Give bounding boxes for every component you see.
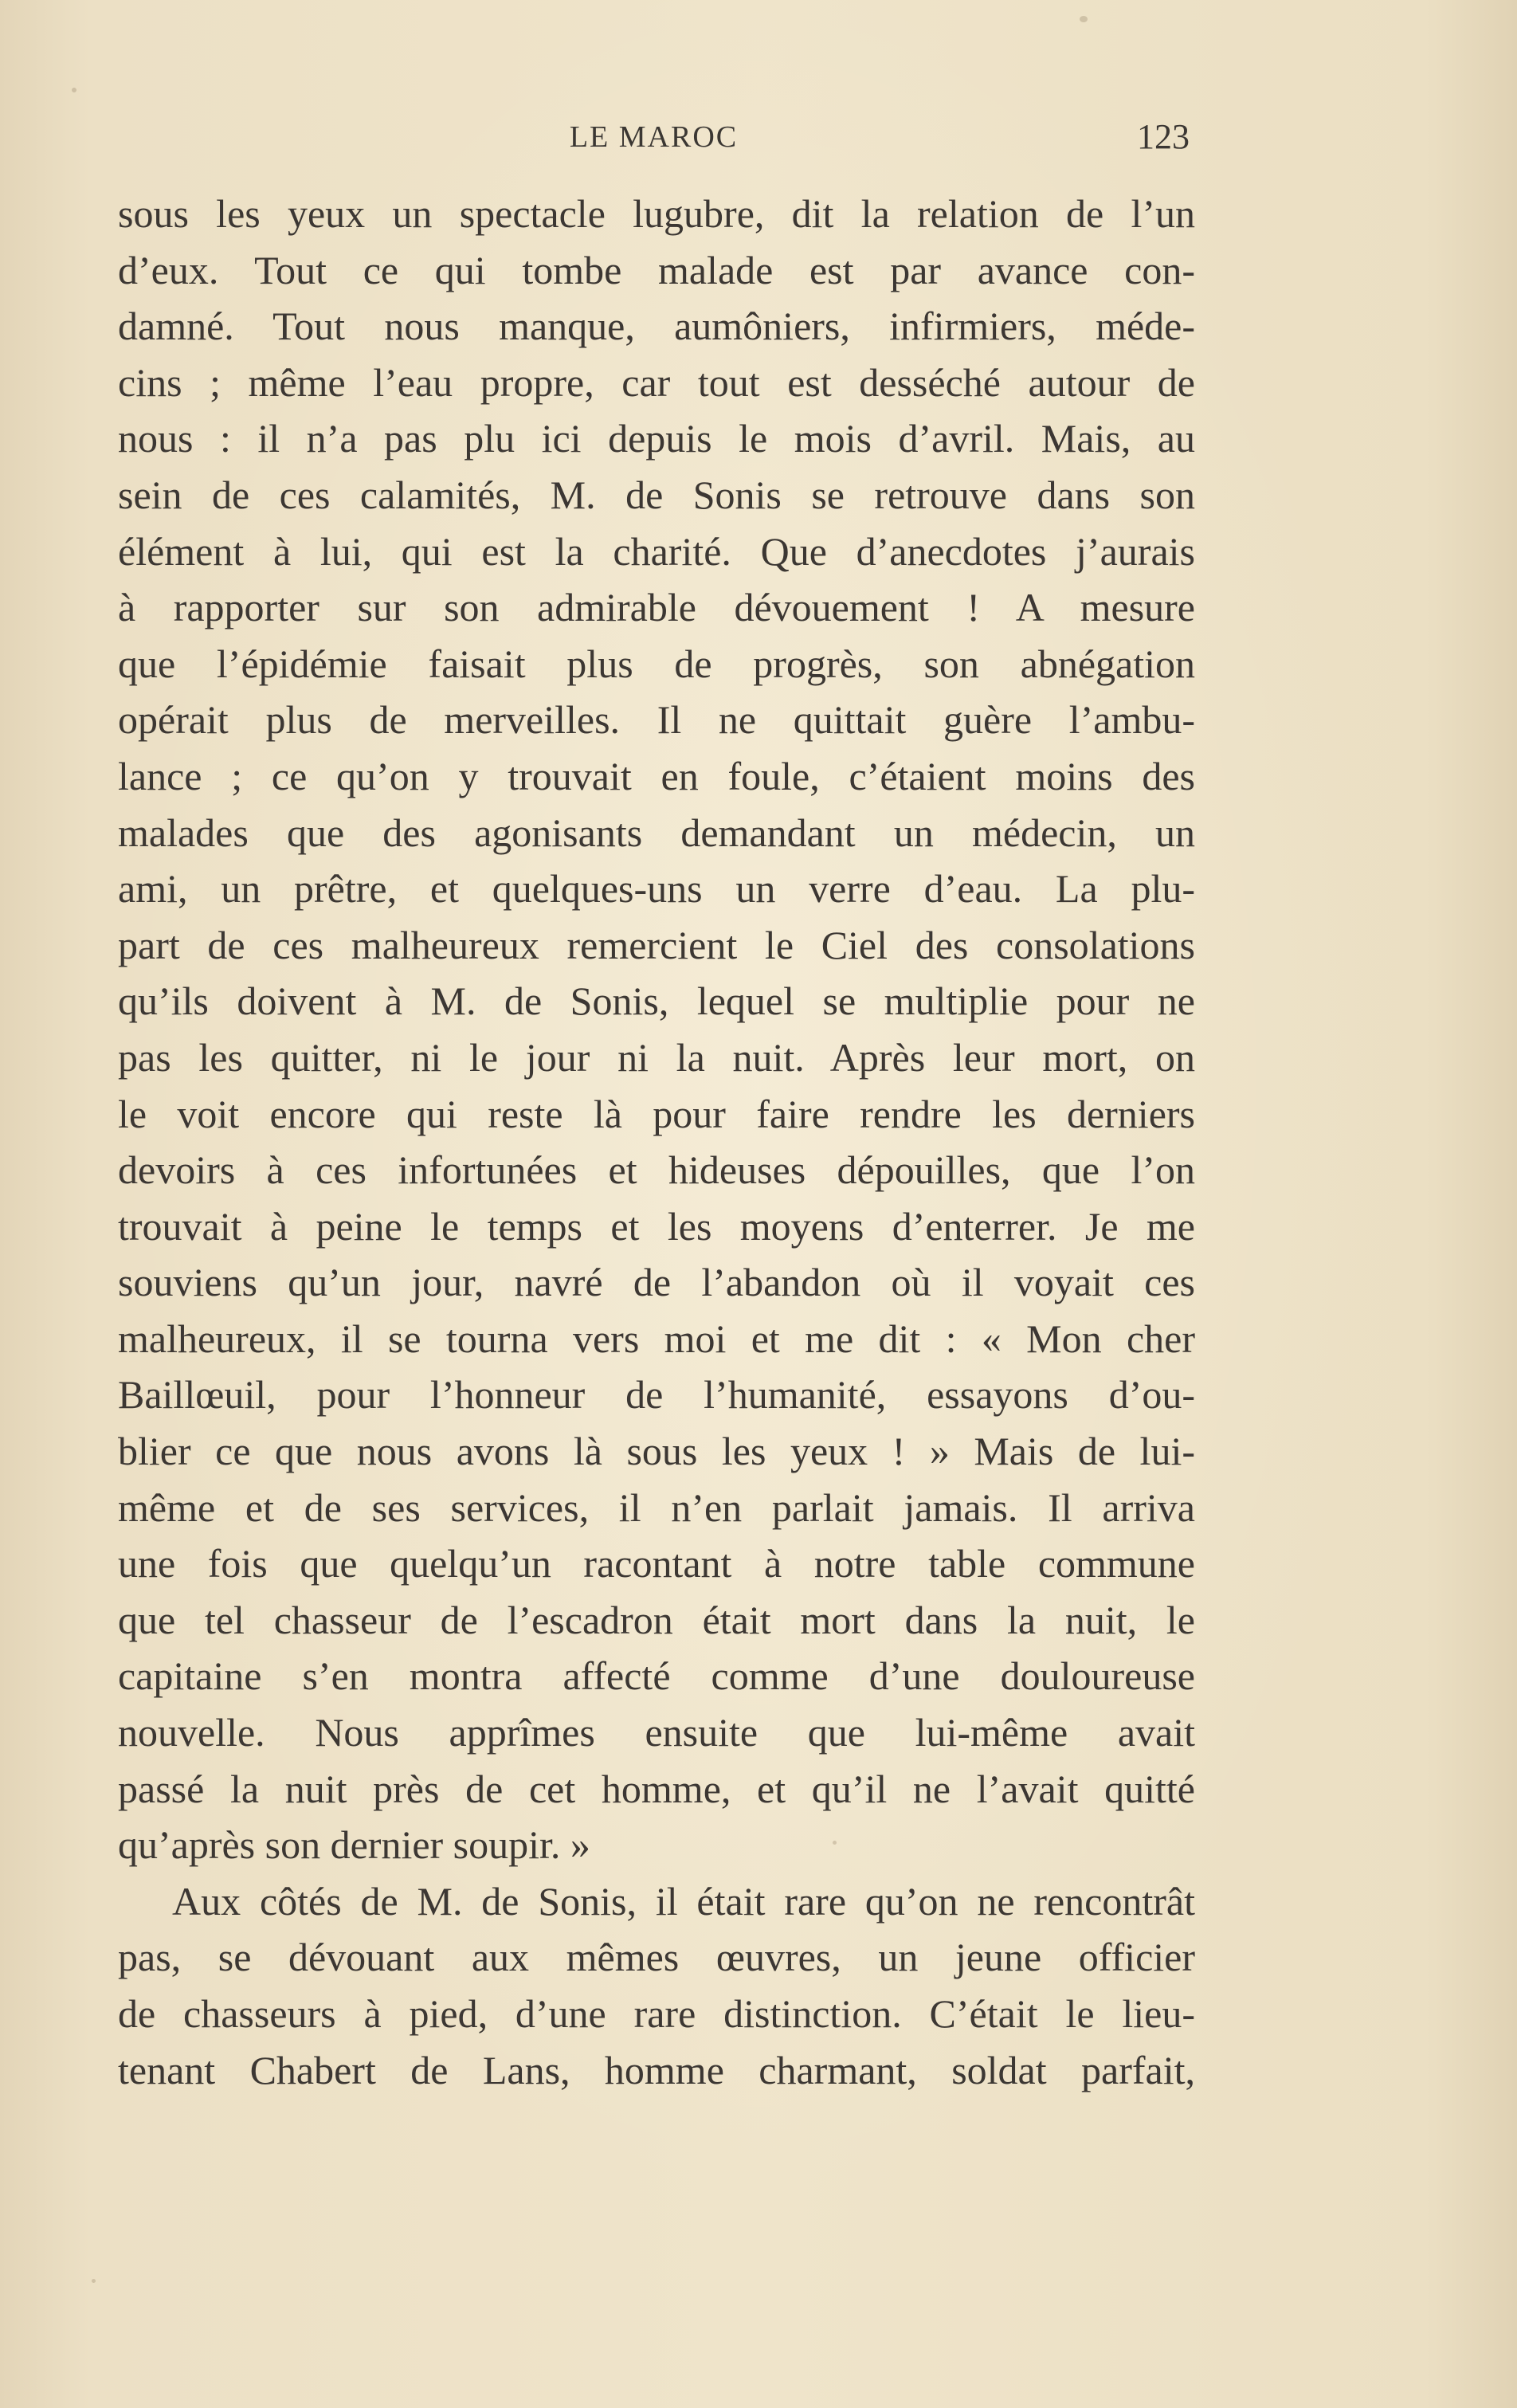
- paper-speck: [92, 2279, 96, 2283]
- text-line: souviens qu’un jour, navré de l’abandon où il voyait ces: [118, 1260, 1195, 1305]
- text-line: que l’épidémie faisait plus de progrès, son abnégation: [118, 641, 1195, 686]
- text-line: sein de ces calamités, M. de Sonis se retrouve dans son: [118, 472, 1195, 517]
- text-line: tenant Chabert de Lans, homme charmant, soldat parfait,: [118, 2047, 1195, 2092]
- text-line: opérait plus de merveilles. Il ne quittait guère l’ambu-: [118, 697, 1195, 743]
- text-line: même et de ses services, il n’en parlait jamais. Il arriva: [118, 1484, 1195, 1530]
- text-line: que tel chasseur de l’escadron était mort dans la nuit, le: [118, 1597, 1195, 1642]
- paper-speck: [1080, 16, 1088, 22]
- text-line: ami, un prêtre, et quelques-uns un verre d’eau. La plu-: [118, 866, 1195, 912]
- text-line: nous : il n’a pas plu ici depuis le mois d’avril. Mais, au: [118, 416, 1195, 461]
- text-line: d’eux. Tout ce qui tombe malade est par avance con-: [118, 247, 1195, 292]
- text-line: blier ce que nous avons là sous les yeux ! » Mais de lui-: [118, 1429, 1195, 1474]
- text-line: élément à lui, qui est la charité. Que d’anecdotes j’aurais: [118, 528, 1195, 574]
- text-line: malheureux, il se tourna vers moi et me dit : « Mon cher: [118, 1316, 1195, 1361]
- text-line: à rapporter sur son admirable dévouement ! A mesure: [118, 585, 1195, 630]
- text-line: trouvait à peine le temps et les moyens d’enterrer. Je me: [118, 1203, 1195, 1249]
- text-line: une fois que quelqu’un racontant à notre table commune: [118, 1541, 1195, 1586]
- running-head: [118, 117, 1190, 171]
- text-line: cins ; même l’eau propre, car tout est desséché autour de: [118, 359, 1195, 405]
- text-line: Baillœuil, pour l’honneur de l’humanité, essayons d’ou-: [118, 1372, 1195, 1418]
- text-line: de chasseurs à pied, d’une rare distinction. C’était le lieu-: [118, 1991, 1195, 2036]
- text-line: nouvelle. Nous apprîmes ensuite que lui-même avait: [118, 1710, 1195, 1755]
- text-line: lance ; ce qu’on y trouvait en foule, c’étaient moins des: [118, 753, 1195, 798]
- page-number: 123: [1137, 117, 1190, 156]
- body-text: [118, 186, 1195, 2098]
- text-line: passé la nuit près de cet homme, et qu’il ne l’avait quitté: [118, 1766, 1195, 1811]
- text-line: part de ces malheureux remercient le Ciel des consolations: [118, 922, 1195, 967]
- paper-speck: [833, 1841, 837, 1845]
- text-line: le voit encore qui reste là pour faire rendre les derniers: [118, 1091, 1195, 1136]
- paper-speck: [72, 88, 76, 92]
- text-line: malades que des agonisants demandant un médecin, un: [118, 810, 1195, 855]
- running-title: LE MAROC: [569, 120, 739, 154]
- text-line: qu’ils doivent à M. de Sonis, lequel se multiplie pour ne: [118, 978, 1195, 1024]
- text-line: damné. Tout nous manque, aumôniers, infirmiers, méde-: [118, 304, 1195, 349]
- text-line: pas les quitter, ni le jour ni la nuit. Après leur mort, on: [118, 1034, 1195, 1080]
- text-line: qu’après son dernier soupir. »: [118, 1822, 590, 1868]
- text-line: devoirs à ces infortunées et hideuses dépouilles, que l’on: [118, 1147, 1195, 1193]
- text-line: sous les yeux un spectacle lugubre, dit la relation de l’un: [118, 191, 1195, 236]
- text-line: Aux côtés de M. de Sonis, il était rare qu’on ne rencontrât: [172, 1878, 1195, 1924]
- text-line: pas, se dévouant aux mêmes œuvres, un jeune officier: [118, 1935, 1195, 1980]
- text-line: capitaine s’en montra affecté comme d’une douloureuse: [118, 1653, 1195, 1699]
